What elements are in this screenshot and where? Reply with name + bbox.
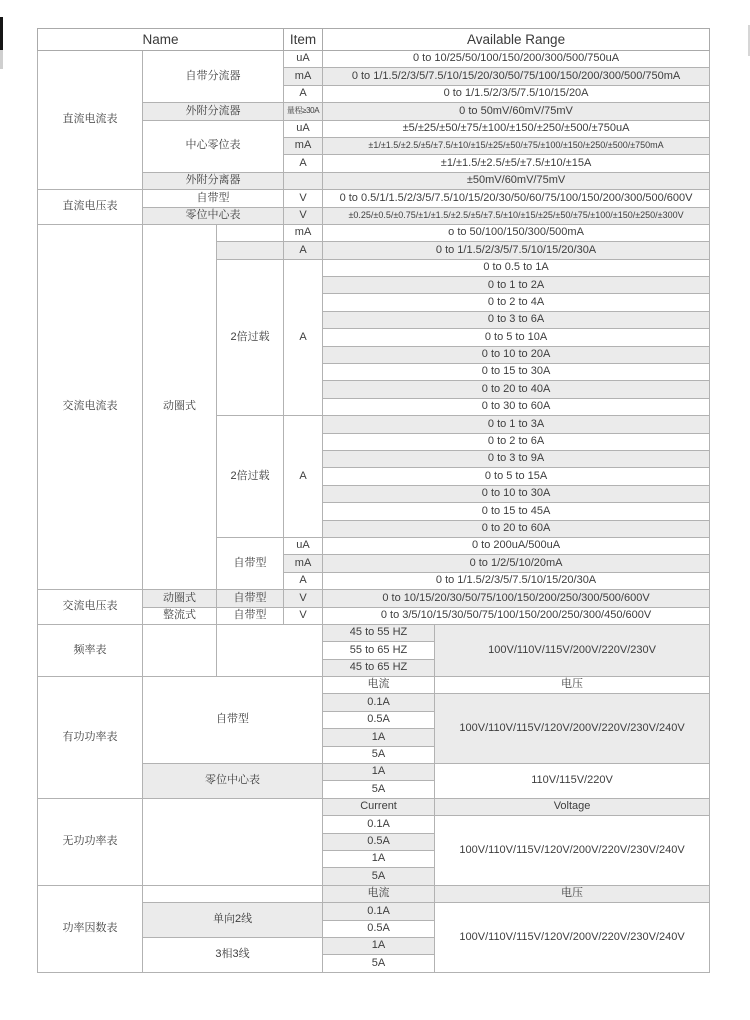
table-cell: 0 to 10 to 20A — [323, 346, 710, 363]
table-cell: 110V/115V/220V — [435, 764, 710, 799]
table-cell: 5A — [323, 868, 435, 885]
table-cell: 0 to 1 to 3A — [323, 416, 710, 433]
table-cell: 0.5A — [323, 833, 435, 850]
table-cell: 自带型 — [143, 677, 323, 764]
table-cell: 3相3线 — [143, 937, 323, 972]
table-cell: 零位中心表 — [143, 207, 284, 224]
table-cell: 0 to 20 to 60A — [323, 520, 710, 537]
table-row — [38, 798, 710, 815]
table-cell: 外附分离器 — [143, 172, 284, 189]
table-cell: 0 to 200uA/500uA — [323, 537, 710, 554]
table-row — [38, 885, 710, 902]
table-cell: 动圈式 — [143, 224, 217, 589]
table-cell: 45 to 65 HZ — [323, 659, 435, 676]
table-cell: 0 to 50mV/60mV/75mV — [323, 103, 710, 120]
table-cell: 0 to 10/15/20/30/50/75/100/150/200/250/300/500/600V — [323, 590, 710, 607]
table-cell: 1A — [323, 764, 435, 781]
left-edge-artifact-dark — [0, 17, 3, 50]
table-cell — [143, 885, 323, 902]
table-cell: 5A — [323, 955, 435, 972]
table-cell: Current — [323, 798, 435, 815]
table-cell: 电压 — [435, 885, 710, 902]
table-cell: 中心零位表 — [143, 120, 284, 172]
table-cell: 5A — [323, 746, 435, 763]
header-cell: Item — [284, 29, 323, 51]
table-cell: 0 to 1/1.5/2/3/5/7.5/10/15/20/30A — [323, 572, 710, 589]
table-row — [38, 590, 710, 607]
table-cell: 动圈式 — [143, 590, 217, 607]
table-cell: uA — [284, 537, 323, 554]
table-cell: 100V/110V/115V/120V/200V/220V/230V/240V — [435, 816, 710, 886]
table-cell: 量程≥30A — [284, 103, 323, 120]
table-row — [38, 51, 710, 68]
table-cell: 0 to 3 to 9A — [323, 450, 710, 467]
table-cell: mA — [284, 224, 323, 241]
table-cell: 电流 — [323, 885, 435, 902]
table-cell: 0.1A — [323, 694, 435, 711]
table-cell: 0 to 2 to 4A — [323, 294, 710, 311]
table-cell: 0.1A — [323, 903, 435, 920]
table-cell: 0 to 0.5 to 1A — [323, 259, 710, 276]
table-cell: 1A — [323, 850, 435, 867]
table-cell: 0 to 1/1.5/2/3/5/7.5/10/15/20/30A — [323, 242, 710, 259]
table-cell: 频率表 — [38, 624, 143, 676]
table-cell: 自带分流器 — [143, 51, 284, 103]
table-cell: 自带型 — [217, 590, 284, 607]
table-cell: uA — [284, 51, 323, 68]
table-cell: 0 to 1/1.5/2/3/5/7.5/10/15/20/30/50/75/100/150/200/300/500/750mA — [323, 68, 710, 85]
table-cell: 零位中心表 — [143, 764, 323, 799]
table-cell: 功率因数表 — [38, 885, 143, 972]
header-cell: Available Range — [323, 29, 710, 51]
table-cell: 0 to 15 to 45A — [323, 503, 710, 520]
table-cell: mA — [284, 68, 323, 85]
table-cell — [217, 224, 284, 241]
table-cell: ±1/±1.5/±2.5/±5/±7.5/±10/±15A — [323, 155, 710, 172]
table-cell — [143, 798, 323, 885]
table-cell: V — [284, 207, 323, 224]
table-cell: A — [284, 155, 323, 172]
table-cell — [284, 172, 323, 189]
table-header — [38, 29, 710, 51]
table-cell: 0.5A — [323, 920, 435, 937]
table-cell: V — [284, 607, 323, 624]
table-cell: 无功功率表 — [38, 798, 143, 885]
table-cell: 有功功率表 — [38, 677, 143, 799]
table-cell — [217, 624, 323, 676]
table-cell — [143, 624, 217, 676]
table-row — [38, 190, 710, 207]
header-cell: Name — [38, 29, 284, 51]
table-cell: V — [284, 590, 323, 607]
table-cell: 0 to 1 to 2A — [323, 277, 710, 294]
table-row — [38, 677, 710, 694]
table-row — [38, 624, 710, 641]
table-cell: 0 to 1/2/5/10/20mA — [323, 555, 710, 572]
table-cell: 直流电压表 — [38, 190, 143, 225]
table-cell: 100V/110V/115V/120V/200V/220V/230V/240V — [435, 903, 710, 973]
table-cell: 自带型 — [217, 607, 284, 624]
left-edge-artifact-light — [0, 50, 3, 69]
table-cell: mA — [284, 555, 323, 572]
table-cell: 自带型 — [143, 190, 284, 207]
table-cell: 交流电流表 — [38, 224, 143, 589]
table-cell: V — [284, 190, 323, 207]
table-cell: A — [284, 572, 323, 589]
table-cell: 外附分流器 — [143, 103, 284, 120]
table-cell: 55 to 65 HZ — [323, 642, 435, 659]
table-cell: 0 to 10/25/50/100/150/200/300/500/750uA — [323, 51, 710, 68]
table-cell: 2倍过载 — [217, 259, 284, 416]
table-cell: 1A — [323, 937, 435, 954]
table-cell: 100V/110V/115V/200V/220V/230V — [435, 624, 710, 676]
table-cell: 直流电流表 — [38, 51, 143, 190]
table-cell: A — [284, 416, 323, 538]
table-cell: A — [284, 85, 323, 102]
table-cell — [217, 242, 284, 259]
table-cell: 100V/110V/115V/120V/200V/220V/230V/240V — [435, 694, 710, 764]
table-cell: 0.5A — [323, 711, 435, 728]
table-cell: 电压 — [435, 677, 710, 694]
table-body — [38, 51, 710, 973]
table-cell: uA — [284, 120, 323, 137]
spec-table — [37, 28, 710, 973]
table-cell: 1A — [323, 729, 435, 746]
table-cell: 电流 — [323, 677, 435, 694]
table-cell: A — [284, 242, 323, 259]
table-cell: A — [284, 259, 323, 416]
table-cell: ±5/±25/±50/±75/±100/±150/±250/±500/±750uA — [323, 120, 710, 137]
table-cell: 整流式 — [143, 607, 217, 624]
table-cell: mA — [284, 137, 323, 154]
table-cell: 0.1A — [323, 816, 435, 833]
table-row — [38, 224, 710, 241]
table-cell: 0 to 1/1.5/2/3/5/7.5/10/15/20A — [323, 85, 710, 102]
table-cell: Voltage — [435, 798, 710, 815]
table-cell: 5A — [323, 781, 435, 798]
table-cell: ±0.25/±0.5/±0.75/±1/±1.5/±2.5/±5/±7.5/±10/±15/±25/±50/±75/±100/±150/±250/±300V — [323, 207, 710, 224]
table-cell: 0 to 0.5/1/1.5/2/3/5/7.5/10/15/20/30/50/60/75/100/150/200/300/500/600V — [323, 190, 710, 207]
header-row — [38, 29, 710, 51]
table-cell: 交流电压表 — [38, 590, 143, 625]
table-cell: 0 to 5 to 15A — [323, 468, 710, 485]
table-cell: 单向2线 — [143, 903, 323, 938]
table-cell: 0 to 15 to 30A — [323, 364, 710, 381]
table-cell: ±50mV/60mV/75mV — [323, 172, 710, 189]
table-cell: 0 to 5 to 10A — [323, 329, 710, 346]
table-cell: 0 to 10 to 30A — [323, 485, 710, 502]
table-cell: 0 to 30 to 60A — [323, 398, 710, 415]
table-cell: 0 to 20 to 40A — [323, 381, 710, 398]
table-cell: 2倍过载 — [217, 416, 284, 538]
table-cell: 0 to 3 to 6A — [323, 311, 710, 328]
table-cell: 0 to 2 to 6A — [323, 433, 710, 450]
table-cell: o to 50/100/150/300/500mA — [323, 224, 710, 241]
table-cell: 0 to 3/5/10/15/30/50/75/100/150/200/250/300/450/600V — [323, 607, 710, 624]
table-cell: 自带型 — [217, 537, 284, 589]
table-cell: 45 to 55 HZ — [323, 624, 435, 641]
table-cell: ±1/±1.5/±2.5/±5/±7.5/±10/±15/±25/±50/±75/±100/±150/±250/±500/±750mA — [323, 137, 710, 154]
